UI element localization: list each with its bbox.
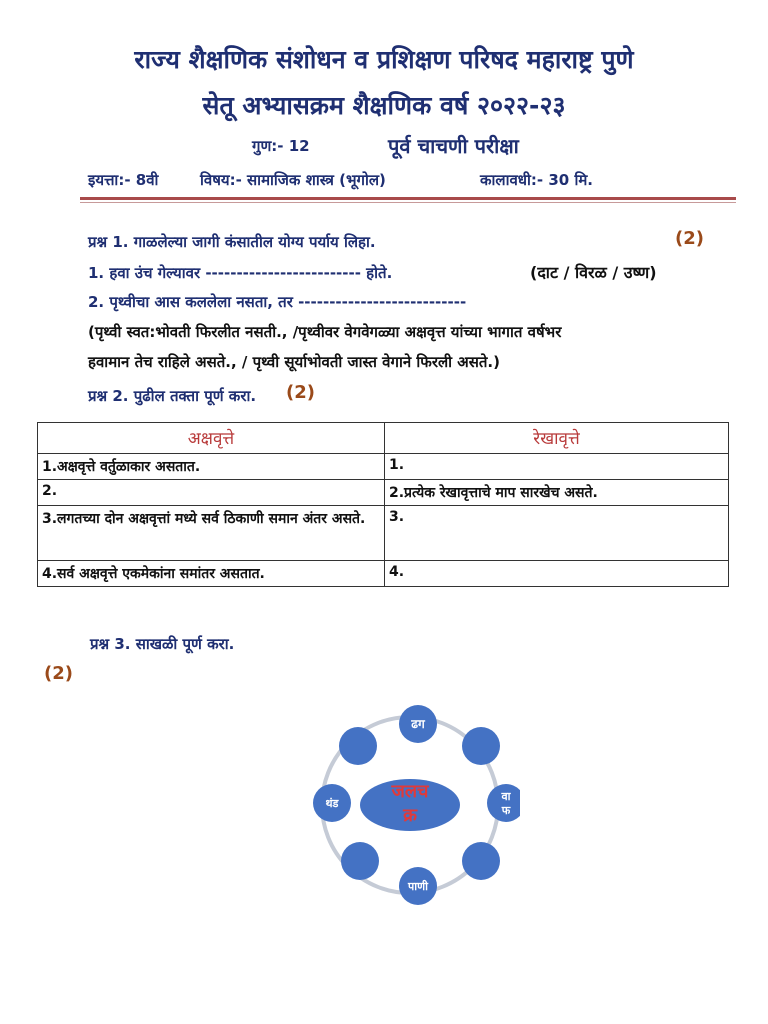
cycle-node-bottom-right <box>462 842 500 880</box>
cycle-node-left-label: थंड <box>325 797 339 810</box>
table-cell: 2.प्रत्येक रेखावृत्ताचे माप सारखेच असते. <box>385 480 729 506</box>
subject-label: विषय:- सामाजिक शास्त्र (भूगोल) <box>200 171 386 189</box>
q2-marks: (2) <box>286 382 315 403</box>
table-cell: 4.सर्व अक्षवृत्ते एकमेकांना समांतर असतात. <box>38 561 385 587</box>
header-divider <box>80 197 736 200</box>
table-cell: 3.लगतच्या दोन अक्षवृत्तां मध्ये सर्व ठिकाणी समान अंतर असते. <box>38 506 385 561</box>
table-header-latitudes: अक्षवृत्ते <box>38 423 385 454</box>
table-row <box>38 480 729 506</box>
water-cycle-diagram <box>300 700 520 910</box>
total-marks: गुण:- 12 <box>252 137 310 155</box>
table-cell: 4. <box>385 561 729 587</box>
table-header-row <box>38 423 729 454</box>
cycle-node-top-left <box>339 727 377 765</box>
q1-options-line2: हवामान तेच राहिले असते., / पृथ्वी सूर्याभोवती जास्त वेगाने फिरली असते.) <box>88 353 500 371</box>
exam-name: पूर्व चाचणी परीक्षा <box>388 134 519 158</box>
table-row <box>38 561 729 587</box>
q1-heading: प्रश्न 1. गाळलेल्या जागी कंसातील योग्य पर्याय लिहा. <box>88 233 376 251</box>
q1-item1: 1. हवा उंच गेल्यावर ------------------------- होते. <box>88 264 393 282</box>
q2-heading: प्रश्न 2. पुढील तक्ता पूर्ण करा. <box>88 387 257 405</box>
table-cell: 2. <box>38 480 385 506</box>
table-cell: 1.अक्षवृत्ते वर्तुळाकार असतात. <box>38 454 385 480</box>
latitude-longitude-table <box>37 422 729 587</box>
q1-item1-options: (दाट / विरळ / उष्ण) <box>530 263 657 282</box>
q3-heading: प्रश्न 3. साखळी पूर्ण करा. <box>90 635 235 653</box>
table-row <box>38 454 729 480</box>
cycle-center-line2: क्र <box>403 805 417 826</box>
q1-marks: (2) <box>675 228 704 249</box>
cycle-node-bottom-left <box>341 842 379 880</box>
q1-options-line1: (पृथ्वी स्वत:भोवती फिरलीत नसती., /पृथ्वीवर वेगवेगळ्या अक्षवृत्त यांच्या भागात वर्षभर <box>88 323 562 341</box>
table-header-longitudes: रेखावृत्ते <box>385 423 729 454</box>
q1-item2: 2. पृथ्वीचा आस कललेला नसता, तर --------------------------- <box>88 293 467 311</box>
cycle-node-right-label1: वा <box>501 790 511 803</box>
cycle-node-right-label2: फ <box>501 804 511 817</box>
table-row <box>38 506 729 561</box>
header-divider-thin <box>80 202 736 203</box>
table-cell: 1. <box>385 454 729 480</box>
cycle-center-line1: जलच <box>391 781 429 802</box>
class-label: इयत्ता:- 8वी <box>88 171 159 189</box>
duration-label: कालावधी:- 30 मि. <box>480 171 594 189</box>
cycle-node-bottom-label: पाणी <box>408 880 428 893</box>
page-title-line1: राज्य शैक्षणिक संशोधन व प्रशिक्षण परिषद महाराष्ट्र पुणे <box>134 45 634 74</box>
cycle-node-top-right <box>462 727 500 765</box>
cycle-node-top-label: ढग <box>411 717 425 731</box>
page-title-line2: सेतू अभ्यासक्रम शैक्षणिक वर्ष २०२२-२३ <box>202 91 566 120</box>
table-cell: 3. <box>385 506 729 561</box>
q3-marks: (2) <box>44 663 73 684</box>
